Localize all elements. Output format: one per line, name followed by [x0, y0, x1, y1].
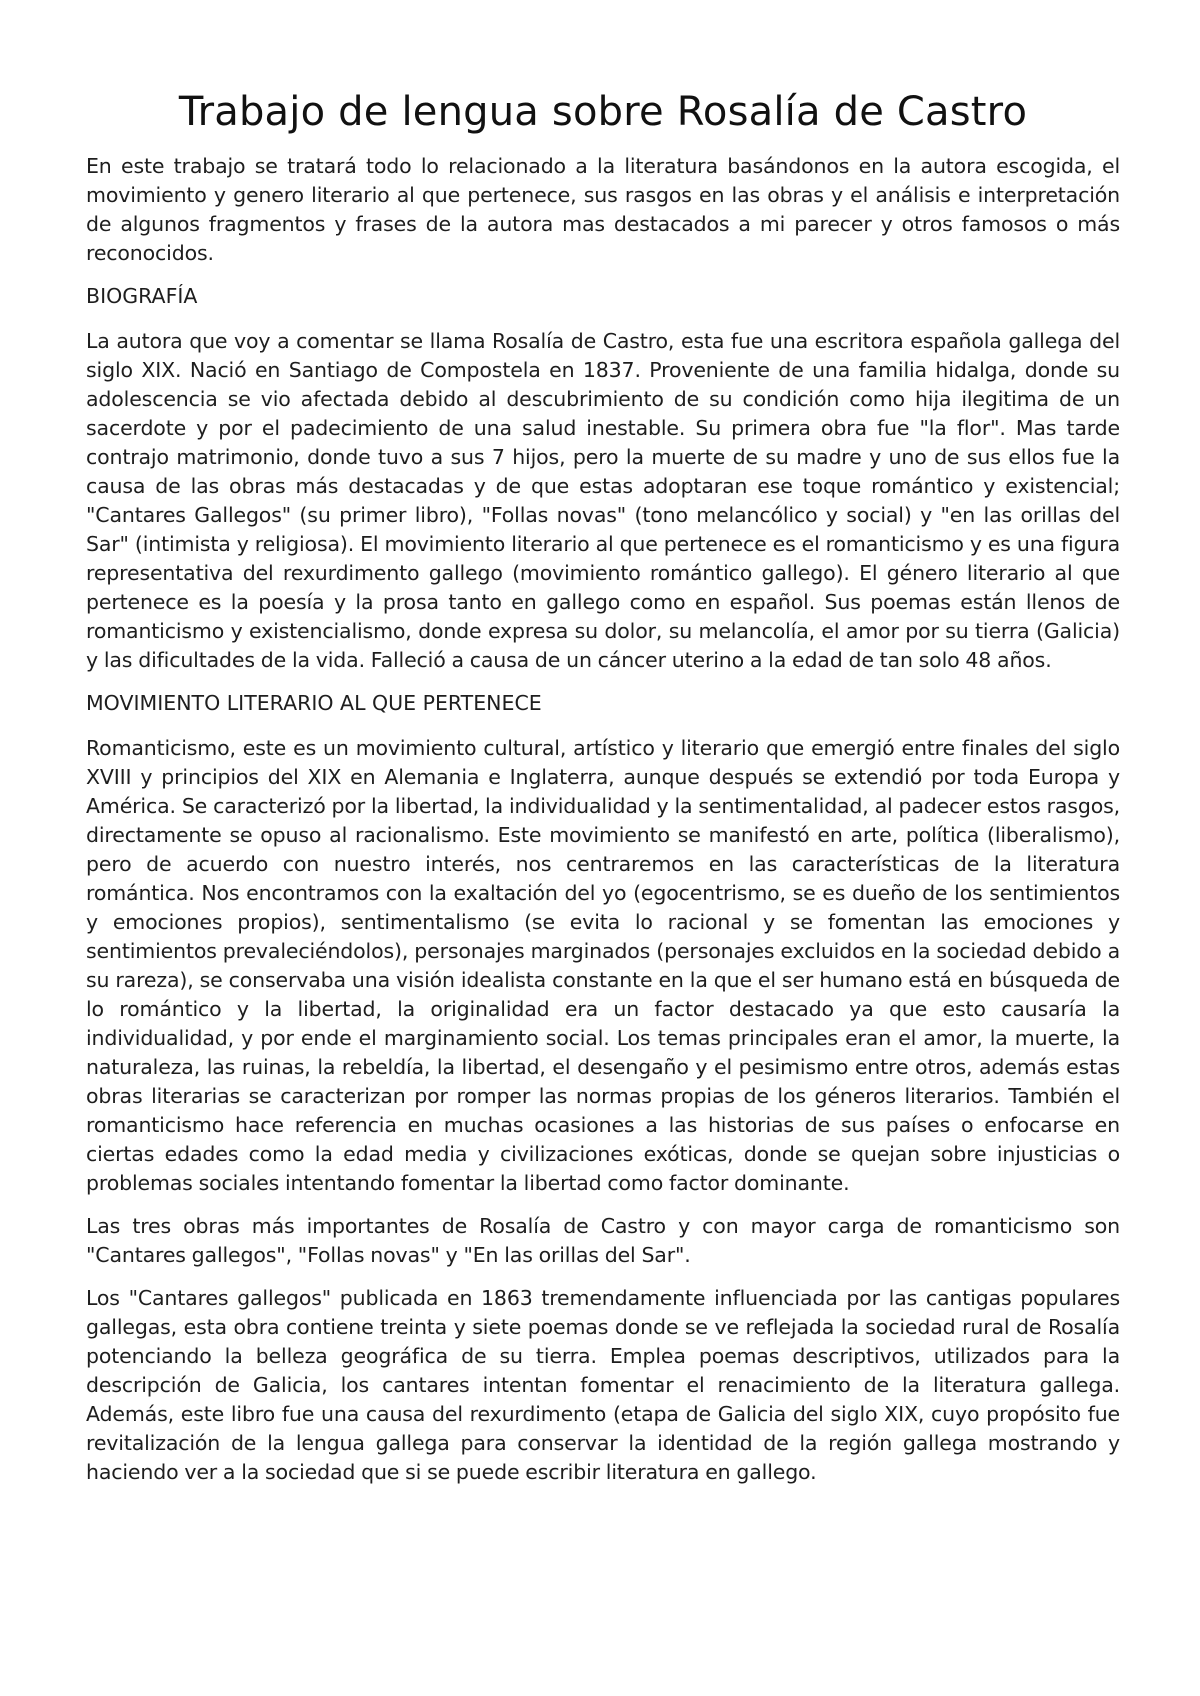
section-heading: MOVIMIENTO LITERARIO AL QUE PERTENECE [86, 691, 542, 715]
section-heading: BIOGRAFÍA [86, 284, 198, 308]
body-paragraph: Los "Cantares gallegos" publicada en 1863 tremendamente influenciada por las cantigas populares gallegas, esta obra contiene treinta y siete poemas donde se ve reflejada la sociedad rural de Rosalía potenciando la belleza geográfica de su tierra. Emplea poemas descriptivos, utilizados para la descripción de Galicia, los cantares intentan fomentar el renacimiento de la literatura gallega. Además, este libro fue una causa del rexurdimento (etapa de Galicia del siglo XIX, cuyo propósito fue revitalización de la lengua gallega para conservar la identidad de la región gallega mostrando y haciendo ver a la sociedad que si se puede escribir literatura en gallego. [86, 1286, 1120, 1484]
document-title: Trabajo de lengua sobre Rosalía de Castro [178, 89, 1028, 135]
document-body [86, 84, 1120, 1501]
body-paragraph: Las tres obras más importantes de Rosalía de Castro y con mayor carga de romanticismo son "Cantares gallegos", "Follas novas" y "En las orillas del Sar". [86, 1214, 1120, 1267]
body-paragraph: La autora que voy a comentar se llama Rosalía de Castro, esta fue una escritora española gallega del siglo XIX. Nació en Santiago de Compostela en 1837. Proveniente de una familia hidalga, donde su adolescencia se vio afectada debido al descubrimiento de su condición como hija ilegitima de un sacerdote y por el padecimiento de una salud inestable. Su primera obra fue "la flor". Mas tarde contrajo matrimonio, donde tuvo a sus 7 hijos, pero la muerte de su madre y uno de sus ellos fue la causa de las obras más destacadas y de que estas adoptaran ese toque romántico y existencial; "Cantares Gallegos" (su primer libro), "Follas novas" (tono melancólico y social) y "en las orillas del Sar" (intimista y religiosa). El movimiento literario al que pertenece es el romanticismo y es una figura representativa del rexurdimento gallego (movimiento romántico gallego). El género literario al que pertenece es la poesía y la prosa tanto en gallego como en español. Sus poemas están llenos de romanticismo y existencialismo, donde expresa su dolor, su melancolía, el amor por su tierra (Galicia) y las dificultades de la vida. Falleció a causa de un cáncer uterino a la edad de tan solo 48 años. [86, 329, 1120, 672]
body-paragraph: Romanticismo, este es un movimiento cultural, artístico y literario que emergió entre finales del siglo XVIII y principios del XIX en Alemania e Inglaterra, aunque después se extendió por toda Europa y América. Se caracterizó por la libertad, la individualidad y la sentimentalidad, al padecer estos rasgos, directamente se opuso al racionalismo. Este movimiento se manifestó en arte, política (liberalismo), pero de acuerdo con nuestro interés, nos centraremos en las características de la literatura romántica. Nos encontramos con la exaltación del yo (egocentrismo, se es dueño de los sentimientos y emociones propios), sentimentalismo (se evita lo racional y se fomentan las emociones y sentimientos prevaleciéndolos), personajes marginados (personajes excluidos en la sociedad debido a su rareza), se conservaba una visión idealista constante en la que el ser humano está en búsqueda de lo romántico y la libertad, la originalidad era un factor destacado ya que esto causaría la individualidad, y por ende el marginamiento social. Los temas principales eran el amor, la muerte, la naturaleza, las ruinas, la rebeldía, la libertad, el desengaño y el pesimismo entre otros, además estas obras literarias se caracterizan por romper las normas propias de los géneros literarios. También el romanticismo hace referencia en muchas ocasiones a las historias de sus países o enfocarse en ciertas edades como la edad media y civilizaciones exóticas, donde se quejan sobre injusticias o problemas sociales intentando fomentar la libertad como factor dominante. [86, 736, 1120, 1195]
section-biografia [86, 282, 1120, 675]
intro-paragraph: En este trabajo se tratará todo lo relacionado a la literatura basándonos en la autora escogida, el movimiento y genero literario al que pertenece, sus rasgos en las obras y el análisis e interpretación de algunos fragmentos y frases de la autora mas destacados a mi parecer y otros famosos o más reconocidos. [86, 154, 1120, 265]
section-movimiento-literario [86, 689, 1120, 1487]
